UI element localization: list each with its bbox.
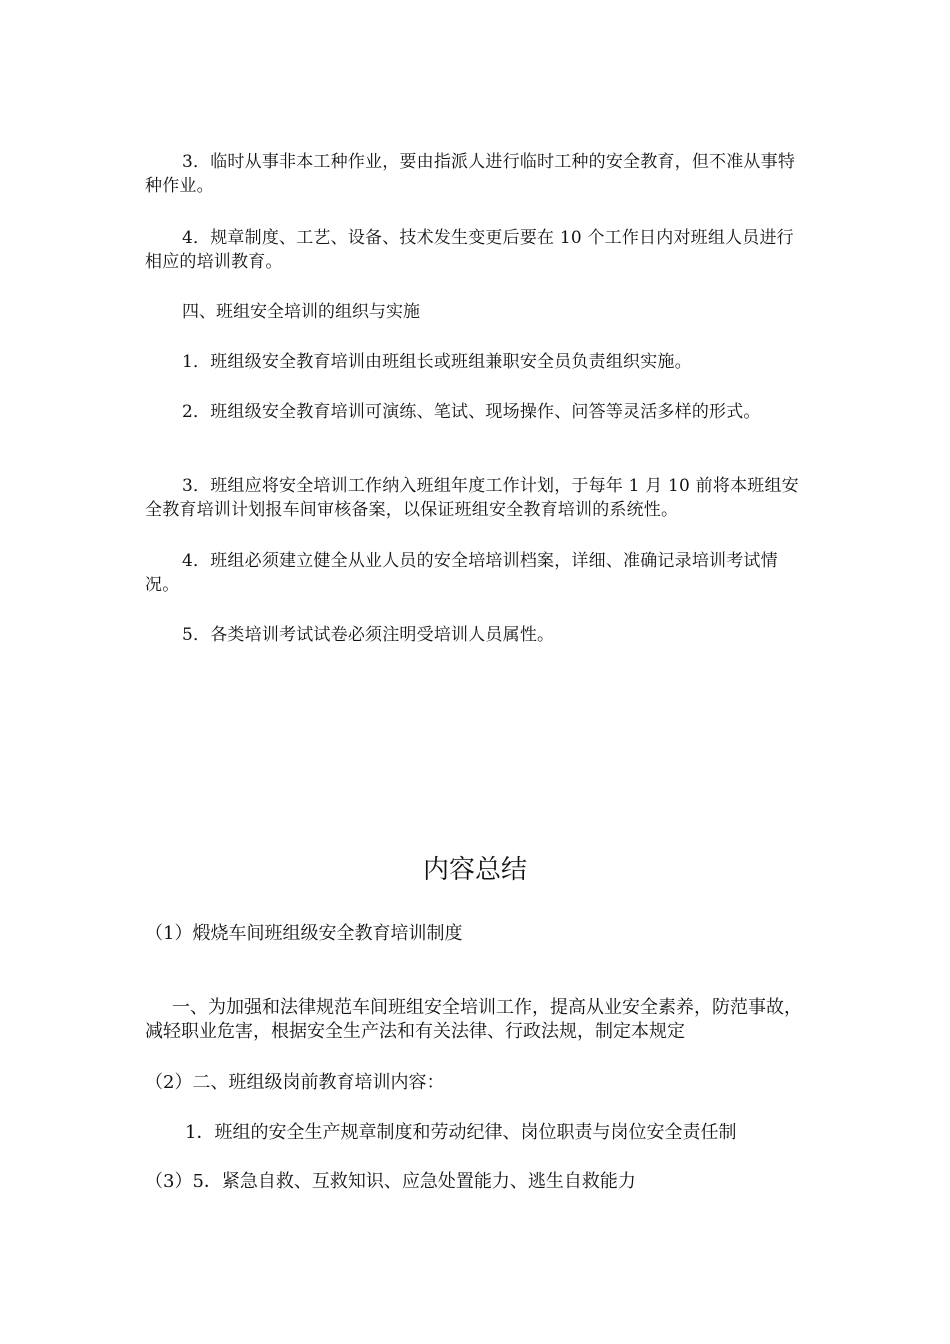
section-4-item-1: 1．班组级安全教育培训由班组长或班组兼职安全员负责组织实施。 [182,352,692,372]
section-4-item-5: 5．各类培训考试试卷必须注明受培训人员属性。 [182,625,555,645]
section-4-heading: 四、班组安全培训的组织与实施 [182,302,420,322]
summary-line-4: 1．班组的安全生产规章制度和劳动纪律、岗位职责与岗位安全责任制 [185,1122,737,1143]
section-4-item-2: 2．班组级安全教育培训可演练、笔试、现场操作、问答等灵活多样的形式。 [182,402,761,422]
item-4-paragraph: 4．规章制度、工艺、设备、技术发生变更后要在 10 个工作日内对班组人员进行相应的培训教育。 [145,228,794,272]
summary-title: 内容总结 [422,855,527,885]
summary-line-1: （1）煅烧车间班组级安全教育培训制度 [145,923,463,944]
summary-line-2: 一、为加强和法律规范车间班组安全培训工作，提高从业安全素养，防范事故，减轻职业危害，根据安全生产法和有关法律、行政法规，制定本规定 [145,997,802,1042]
section-4-item-4: 4．班组必须建立健全从业人员的安全培培训档案，详细、准确记录培训考试情况。 [145,551,778,595]
item-3-paragraph: 3．临时从事非本工种作业，要由指派人进行临时工种的安全教育，但不准从事特种作业。 [145,152,796,196]
summary-line-3: （2）二、班组级岗前教育培训内容： [145,1072,445,1093]
section-4-item-3: 3．班组应将安全培训工作纳入班组年度工作计划，于每年 1 月 10 前将本班组安全教育培训计划报车间审核备案，以保证班组安全教育培训的系统性。 [145,476,799,520]
summary-line-5: （3）5．紧急自救、互救知识、应急处置能力、逃生自救能力 [145,1171,636,1192]
